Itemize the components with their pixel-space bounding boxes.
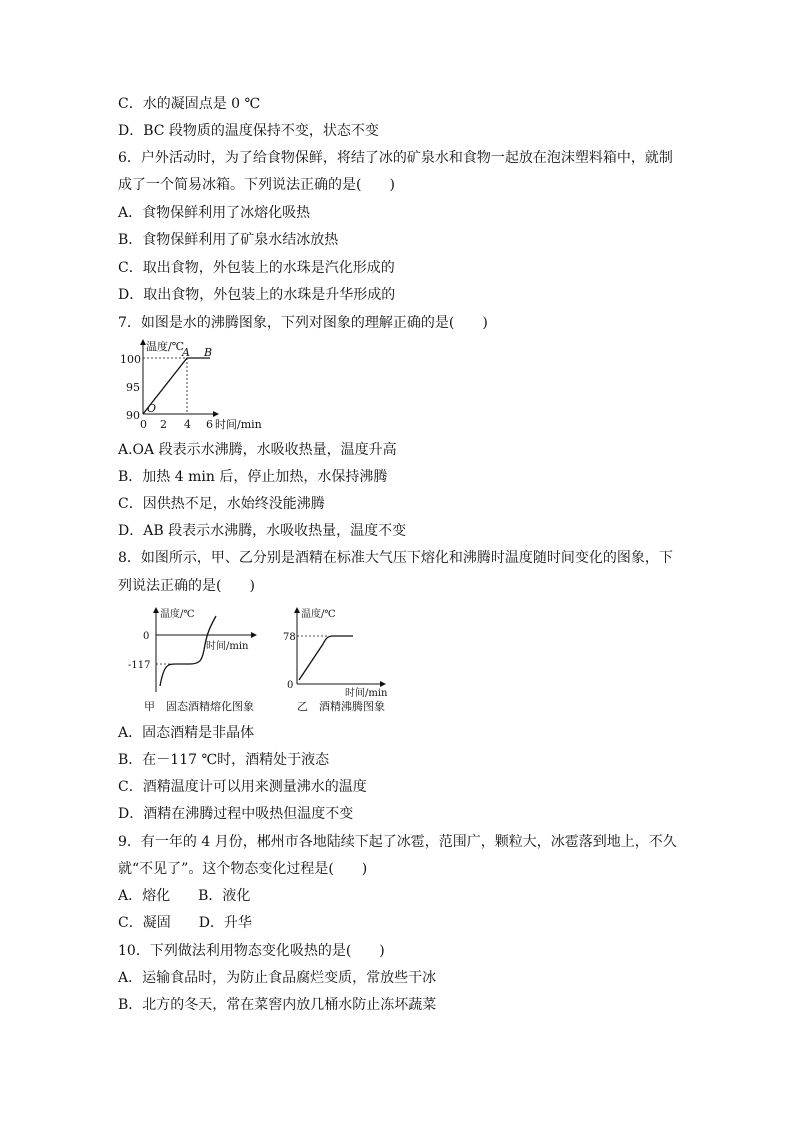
question-10-stem: 10．下列做法利用物态变化吸热的是( ) [118, 943, 385, 959]
question-7-stem: 7．如图是水的沸腾图象，下列对图象的理解正确的是( ) [118, 315, 488, 331]
option-10b: B．北方的冬天，常在菜窖内放几桶水防止冻坏蔬菜 [118, 997, 437, 1013]
question-8-stem-1: 8．如图所示，甲、乙分别是酒精在标准大气压下熔化和沸腾时温度随时间变化的图象，下 [118, 550, 673, 566]
point-b-label: B [204, 346, 213, 359]
option-8c: C．酒精温度计可以用来测量沸水的温度 [118, 779, 367, 795]
y-axis-label: 温度/℃ [301, 609, 336, 620]
option-6a: A．食物保鲜利用了冰熔化吸热 [118, 205, 311, 221]
figure-8b-boiling-graph [283, 602, 408, 717]
option-5c: C．水的凝固点是 0 ℃ [118, 96, 261, 112]
question-6-stem-1: 6．户外活动时，为了给食物保鲜，将结了冰的矿泉水和食物一起放在泡沫塑料箱中，就制 [118, 150, 673, 166]
point-o-label: O [147, 402, 157, 415]
question-9-stem-2: 就“不见了”。这个物态变化过程是( ) [118, 861, 368, 877]
option-5d: D．BC 段物质的温度保持不变，状态不变 [118, 123, 379, 139]
x-axis-label: 时间/min [345, 688, 388, 699]
option-7c: C．因供热不足，水始终没能沸腾 [118, 496, 325, 512]
options-9cd: C．凝固 D．升华 [118, 915, 252, 931]
x-tick-4: 4 [184, 418, 191, 431]
y-axis-label: 温度/℃ [160, 609, 195, 620]
x-tick-0: 0 [140, 418, 147, 431]
option-10a: A．运输食品时，为防止食品腐烂变质，常放些干冰 [118, 970, 437, 986]
y-tick-0: 0 [287, 680, 294, 691]
option-6b: B．食物保鲜利用了矿泉水结冰放热 [118, 232, 339, 248]
question-6-stem-2: 成了一个简易冰箱。下列说法正确的是( ) [118, 177, 395, 193]
x-tick-6: 6 [206, 418, 213, 431]
y-axis-label: 温度/℃ [146, 340, 185, 353]
y-tick-100: 100 [120, 353, 141, 366]
options-9ab: A．熔化 B．液化 [118, 888, 251, 904]
option-8b: B．在－117 ℃时，酒精处于液态 [118, 752, 330, 768]
y-tick-0: 0 [143, 631, 150, 642]
figure-8a-caption: 甲 固态酒精熔化图象 [144, 700, 254, 713]
y-tick-78: 78 [283, 632, 296, 643]
x-tick-2: 2 [160, 418, 167, 431]
option-8a: A．固态酒精是非晶体 [118, 725, 255, 741]
figure-8b-caption: 乙 酒精沸腾图象 [297, 700, 385, 713]
question-9-stem-1: 9．有一年的 4 月份，郴州市各地陆续下起了冰雹，范围广，颗粒大，冰雹落到地上，不久 [118, 834, 677, 850]
y-tick-90: 90 [126, 409, 140, 422]
figure-8a-melting-graph [124, 602, 264, 717]
x-axis-label: 时间/min [215, 418, 262, 431]
figure-7-boiling-graph [118, 336, 278, 436]
question-8-stem-2: 列说法正确的是( ) [118, 578, 255, 594]
option-7d: D．AB 段表示水沸腾，水吸收热量，温度不变 [118, 523, 407, 539]
x-axis-label: 时间/min [206, 641, 249, 652]
y-tick-minus-117: -117 [128, 660, 151, 671]
option-6d: D．取出食物，外包装上的水珠是升华形成的 [118, 287, 396, 303]
y-tick-95: 95 [126, 381, 140, 394]
option-8d: D．酒精在沸腾过程中吸热但温度不变 [118, 806, 354, 822]
option-7b: B．加热 4 min 后，停止加热，水保持沸腾 [118, 469, 388, 485]
point-a-label: A [182, 346, 190, 359]
option-7a: A.OA 段表示水沸腾，水吸收热量，温度升高 [118, 442, 397, 458]
boiling-curve [299, 636, 353, 680]
option-6c: C．取出食物，外包装上的水珠是汽化形成的 [118, 260, 395, 276]
